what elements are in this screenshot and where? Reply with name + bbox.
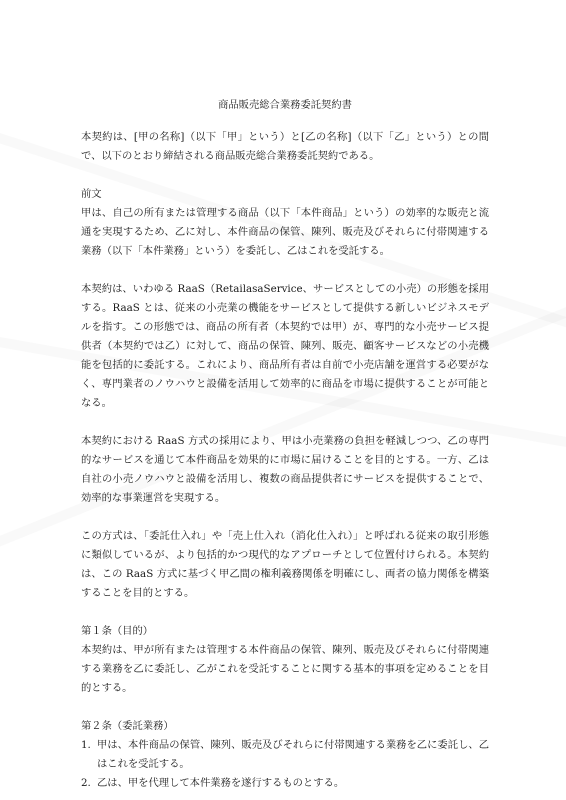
document-title: 商品販売総合業務委託契約書 — [218, 99, 352, 111]
document-body — [81, 96, 489, 793]
list-item-text: 甲は、本件商品の保管、陳列、販売及びそれらに付帯関連する業務を乙に委託し、乙はこれを受託する。 — [97, 739, 489, 770]
list-item-number: 2. — [81, 777, 91, 789]
raas-paragraph-2: 本契約における RaaS 方式の採用により、甲は小売業務の負担を軽減しつつ、乙の専門的なサービスを通じて本件商品を効果的に市場に届けることを目的とする。一方、乙は自社の小売ノウハウと設備を活用し、複数の商品提供者にサービスを提供することで、効率的な事業運営を実現する。 — [81, 435, 489, 504]
article-1-paragraph: 本契約は、甲が所有または管理する本件商品の保管、陳列、販売及びそれらに付帯関連する業務を乙に委託し、乙がこれを受託することに関する基本的事項を定めることを目的とする。 — [81, 644, 489, 694]
preamble-heading: 前文 — [81, 188, 102, 200]
preamble-paragraph: 甲は、自己の所有または管理する商品（以下「本件商品」という）の効率的な販売と流通を実現するため、乙に対し、本件商品の保管、陳列、販売及びそれらに付帯関連する業務（以下「本件業務」という）を委託し、乙はこれを受託する。 — [81, 207, 489, 257]
intro-paragraph: 本契約は、[甲の名称]（以下「甲」という）と[乙の名称]（以下「乙」という）との間で、以下のとおり締結される商品販売総合業務委託契約である。 — [81, 131, 489, 162]
raas-paragraph-3: この方式は、「委託仕入れ」や「売上仕入れ（消化仕入れ）」と呼ばれる従来の取引形態に類似しているが、より包括的かつ現代的なアプローチとして位置付けられる。本契約は、この RaaS 方式に基づく甲乙間の権利義務関係を明確にし、両者の協力関係を構築することを目的とする。 — [81, 530, 489, 599]
article-1-heading: 第１条（目的） — [81, 625, 154, 637]
list-item — [81, 736, 489, 774]
raas-paragraph-1: 本契約は、いわゆる RaaS（RetailasaService、サービスとしての小売）の形態を採用する。RaaS とは、従来の小売業の機能をサービスとして提供する新しいビジネスモデルを指す。この形態では、商品の所有者（本契約では甲）が、専門的な小売サービス提供者（本契約では乙）に対して、商品の保管、陳列、販売、顧客サービスなどの小売機能を包括的に委託する。これにより、商品所有者は自前で小売店舗を運営する必要がなく、専門業者のノウハウと設備を活用して効率的に商品を市場に提供することが可能となる。 — [81, 283, 489, 409]
article-2-list — [81, 736, 489, 793]
article-2-heading: 第２条（委託業務） — [81, 720, 174, 732]
list-item-number: 1. — [81, 739, 91, 751]
list-item — [81, 774, 489, 793]
list-item-text: 乙は、甲を代理して本件業務を遂行するものとする。 — [97, 777, 345, 789]
